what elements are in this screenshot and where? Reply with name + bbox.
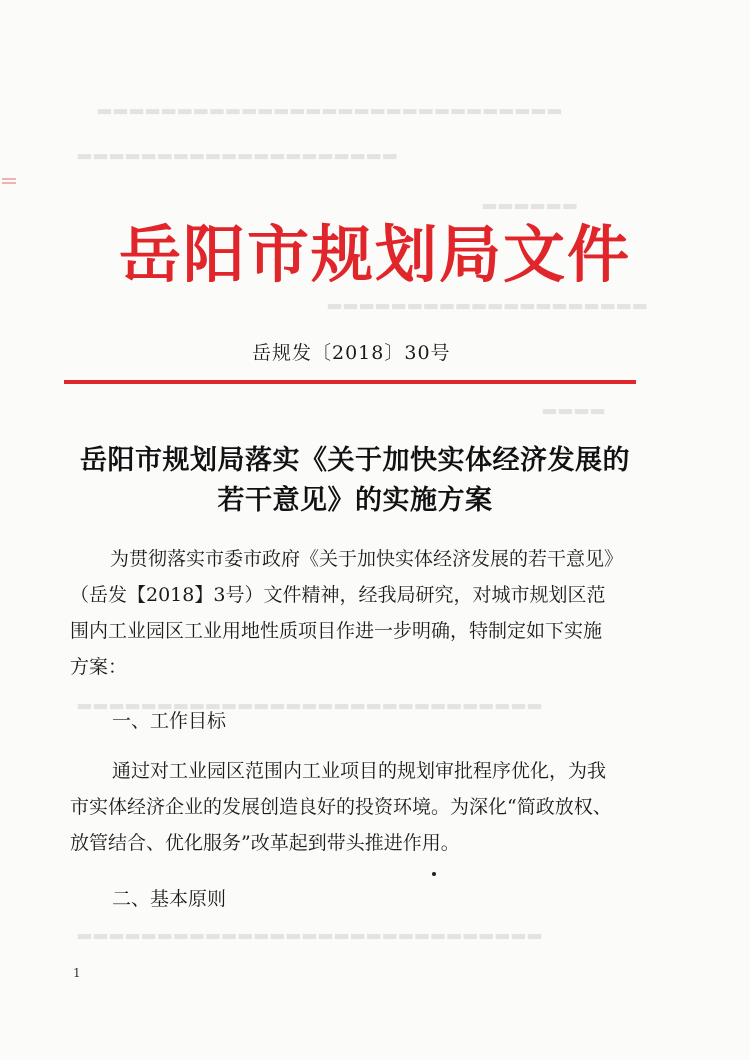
issuer-header: 岳阳市规划局文件 bbox=[118, 218, 631, 291]
intro-line: 方案： bbox=[70, 656, 128, 678]
bleed-through-line: ▂▂▂▂▂▂▂▂▂▂▂▂▂▂▂▂▂▂▂▂ bbox=[325, 290, 647, 310]
scan-speck bbox=[432, 872, 436, 876]
section-1-line: 通过对工业园区范围内工业项目的规划审批程序优化，为我 bbox=[112, 760, 607, 782]
section-heading-work-goals: 一、工作目标 bbox=[112, 710, 227, 732]
section-heading-basic-principles: 二、基本原则 bbox=[112, 888, 227, 910]
intro-line: 为贯彻落实市委市政府《关于加快实体经济发展的若干意见》 bbox=[110, 548, 624, 570]
bleed-through-line: ▂▂▂▂ bbox=[540, 395, 605, 415]
bleed-through-line: ▂▂▂▂▂▂▂▂▂▂▂▂▂▂▂▂▂▂▂▂▂▂▂▂▂▂▂▂▂ bbox=[95, 95, 562, 115]
bleed-through-line: ▂▂▂▂▂▂ bbox=[480, 190, 577, 210]
bleed-through-line: ▂▂▂▂▂▂▂▂▂▂▂▂▂▂▂▂▂▂▂▂▂▂▂▂▂▂▂▂▂ bbox=[75, 690, 542, 710]
red-divider-line bbox=[64, 380, 636, 384]
section-1-line: 市实体经济企业的发展创造良好的投资环境。为深化“简政放权、 bbox=[70, 796, 612, 818]
document-title-line-1: 岳阳市规划局落实《关于加快实体经济发展的 bbox=[80, 445, 630, 476]
scan-edge-mark bbox=[2, 178, 16, 180]
bleed-through-line: ▂▂▂▂▂▂▂▂▂▂▂▂▂▂▂▂▂▂▂▂▂▂▂▂▂▂▂▂▂ bbox=[75, 920, 542, 940]
document-number: 岳规发〔2018〕30号 bbox=[252, 342, 451, 364]
intro-line: 围内工业园区工业用地性质项目作进一步明确，特制定如下实施 bbox=[70, 620, 603, 642]
scan-edge-mark bbox=[2, 182, 16, 184]
section-1-line: 放管结合、优化服务”改革起到带头推进作用。 bbox=[70, 832, 460, 854]
page-number: 1 bbox=[73, 966, 81, 980]
intro-line: （岳发【2018】3号）文件精神，经我局研究，对城市规划区范 bbox=[70, 584, 606, 606]
document-title-line-2: 若干意见》的实施方案 bbox=[217, 485, 493, 516]
bleed-through-line: ▂▂▂▂▂▂▂▂▂▂▂▂▂▂▂▂▂▂▂▂ bbox=[75, 140, 397, 160]
